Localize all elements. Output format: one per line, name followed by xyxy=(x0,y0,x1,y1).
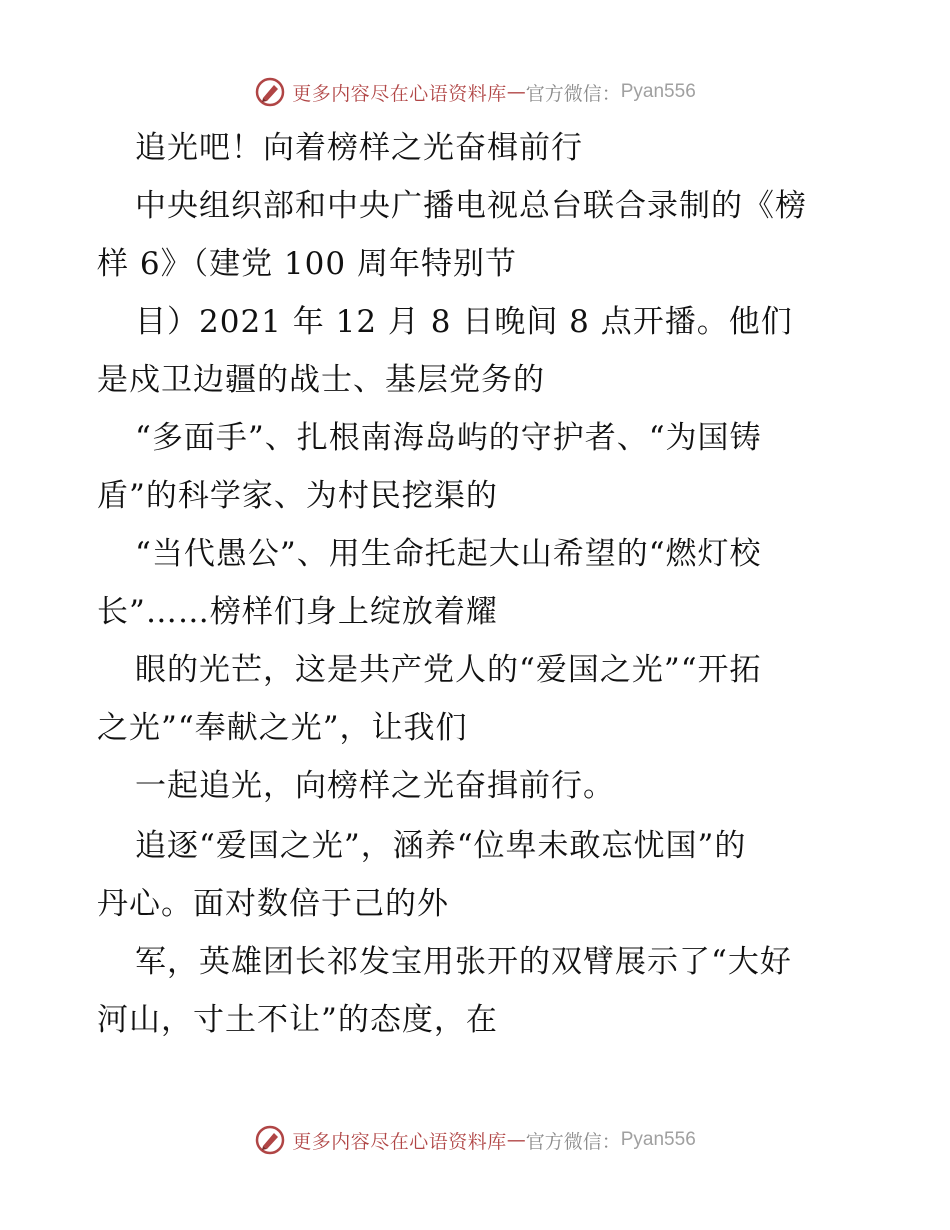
text-line: 追逐“爱国之光”，涵养“位卑未敢忘忧国”的 xyxy=(135,828,747,864)
text-line: 样 6》（建党 100 周年特别节 xyxy=(97,246,517,282)
text-line: 丹心。面对数倍于己的外 xyxy=(97,886,449,922)
text-line: 河山，寸土不让”的态度，在 xyxy=(97,1002,498,1038)
footer-watermark xyxy=(0,1120,950,1160)
watermark-id: Pyan556 xyxy=(620,81,696,102)
watermark-text: 更多内容尽在心语资料库 xyxy=(292,82,507,105)
text-line: 追光吧！向着榜样之光奋楫前行 xyxy=(135,130,583,166)
text-line: 盾”的科学家、为村民挖渠的 xyxy=(97,478,498,514)
watermark-label: 官方微信： xyxy=(525,82,621,105)
watermark-id: Pyan556 xyxy=(620,1129,696,1150)
text-line: 是戍卫边疆的战士、基层党务的 xyxy=(97,362,545,398)
text-line: 一起追光，向榜样之光奋揖前行。 xyxy=(135,768,615,804)
watermark-dash: — xyxy=(506,81,526,103)
watermark-dash: — xyxy=(506,1129,526,1151)
pen-logo-icon xyxy=(254,76,286,108)
text-line: 长”……榜样们身上绽放着耀 xyxy=(97,594,498,630)
text-line: 之光”“奉献之光”，让我们 xyxy=(97,710,468,746)
header-watermark xyxy=(0,72,950,112)
text-line: “多面手”、扎根南海岛屿的守护者、“为国铸 xyxy=(135,420,762,456)
text-line: “当代愚公”、用生命托起大山希望的“燃灯校 xyxy=(135,536,762,572)
text-line: 目）2021 年 12 月 8 日晚间 8 点开播。他们 xyxy=(135,304,793,340)
watermark-text: 更多内容尽在心语资料库 xyxy=(292,1130,507,1153)
pen-logo-icon xyxy=(254,1124,286,1156)
watermark-label: 官方微信： xyxy=(525,1130,621,1153)
text-line: 中央组织部和中央广播电视总台联合录制的《榜 xyxy=(135,188,807,224)
text-line: 军，英雄团长祁发宝用张开的双臂展示了“大好 xyxy=(135,944,792,980)
text-line: 眼的光芒，这是共产党人的“爱国之光”“开拓 xyxy=(135,652,762,688)
